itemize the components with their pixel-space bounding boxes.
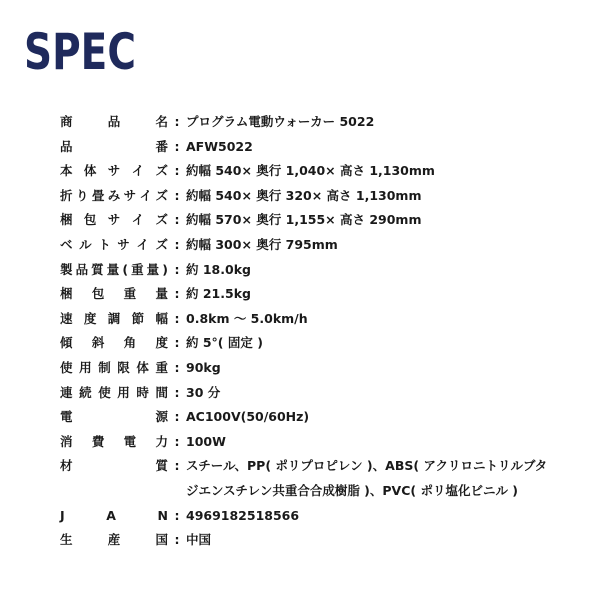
spec-row xyxy=(60,258,580,283)
spec-value: 約幅 300× 奥行 795mm xyxy=(186,236,338,252)
spec-value: 30 分 xyxy=(186,384,221,400)
spec-label: 速 度 調 節 幅 xyxy=(60,310,168,326)
spec-row xyxy=(60,381,580,406)
spec-label: 本 体 サ イ ズ xyxy=(60,163,168,179)
spec-value: 約幅 570× 奥行 1,155× 高さ 290mm xyxy=(186,212,422,228)
spec-label: 製 品 質 量 ( 重 量 ) xyxy=(60,261,168,277)
spec-label: 品 番 xyxy=(60,138,168,154)
spec-label: 電 源 xyxy=(60,409,168,425)
spec-row xyxy=(60,233,580,258)
spec-label: 梱 包 サ イ ズ xyxy=(60,212,168,228)
spec-colon: : xyxy=(174,507,180,523)
spec-value: 4969182518566 xyxy=(186,507,300,523)
spec-row xyxy=(60,356,580,381)
spec-row xyxy=(60,110,580,135)
spec-value: AFW5022 xyxy=(186,138,253,154)
spec-label: 消 費 電 力 xyxy=(60,433,168,449)
spec-row xyxy=(60,331,580,356)
spec-row xyxy=(60,208,580,233)
spec-row xyxy=(60,405,580,430)
spec-label: 折 り 畳 み サ イ ズ xyxy=(60,187,168,203)
spec-label: 連 続 使 用 時 間 xyxy=(60,384,168,400)
spec-value: プログラム電動ウォーカー 5022 xyxy=(186,114,375,129)
spec-label: 商 品 名 xyxy=(60,114,168,129)
spec-colon: : xyxy=(174,114,180,129)
spec-label: 傾 斜 角 度 xyxy=(60,335,168,351)
spec-value: 約 18.0kg xyxy=(186,261,251,277)
spec-value: 100W xyxy=(186,433,226,449)
spec-colon: : xyxy=(174,236,180,252)
spec-row xyxy=(60,454,580,503)
spec-colon: : xyxy=(174,458,180,474)
spec-colon: : xyxy=(174,433,180,449)
spec-value-line: スチール、PP( ポリプロピレン )、ABS( アクリロニトリルブタ xyxy=(186,458,548,474)
spec-colon: : xyxy=(174,384,180,400)
spec-value xyxy=(186,454,580,503)
spec-colon: : xyxy=(174,335,180,351)
spec-colon: : xyxy=(174,187,180,203)
spec-label: 材 質 xyxy=(60,458,168,474)
spec-colon: : xyxy=(174,310,180,326)
spec-value: 約 21.5kg xyxy=(186,286,251,302)
spec-row xyxy=(60,135,580,160)
spec-row xyxy=(60,430,580,455)
spec-row xyxy=(60,282,580,307)
spec-label: 使 用 制 限 体 重 xyxy=(60,359,168,375)
spec-colon: : xyxy=(174,212,180,228)
spec-row xyxy=(60,528,580,553)
spec-table xyxy=(60,110,580,553)
spec-value-line: ジエンスチレン共重合合成樹脂 )、PVC( ポリ塩化ビニル ) xyxy=(186,482,519,498)
spec-value: 0.8km 〜 5.0km/h xyxy=(186,310,308,326)
spec-row xyxy=(60,504,580,529)
spec-colon: : xyxy=(174,359,180,375)
spec-row xyxy=(60,184,580,209)
spec-colon: : xyxy=(174,286,180,302)
spec-value: 約 5°( 固定 ) xyxy=(186,335,263,351)
spec-colon: : xyxy=(174,409,180,425)
spec-label: 梱 包 重 量 xyxy=(60,286,168,302)
spec-value: 中国 xyxy=(186,532,212,548)
spec-row xyxy=(60,307,580,332)
spec-row xyxy=(60,159,580,184)
spec-colon: : xyxy=(174,261,180,277)
page-title: SPEC xyxy=(24,23,136,81)
spec-colon: : xyxy=(174,163,180,179)
spec-value: 約幅 540× 奥行 1,040× 高さ 1,130mm xyxy=(186,163,435,179)
spec-value: 90kg xyxy=(186,359,221,375)
spec-label: J A N xyxy=(60,507,168,523)
spec-colon: : xyxy=(174,138,180,154)
spec-colon: : xyxy=(174,532,180,548)
spec-value: AC100V(50/60Hz) xyxy=(186,409,310,425)
spec-label: 生 産 国 xyxy=(60,532,168,548)
spec-value: 約幅 540× 奥行 320× 高さ 1,130mm xyxy=(186,187,422,203)
spec-label: ベ ル ト サ イ ズ xyxy=(60,236,168,252)
